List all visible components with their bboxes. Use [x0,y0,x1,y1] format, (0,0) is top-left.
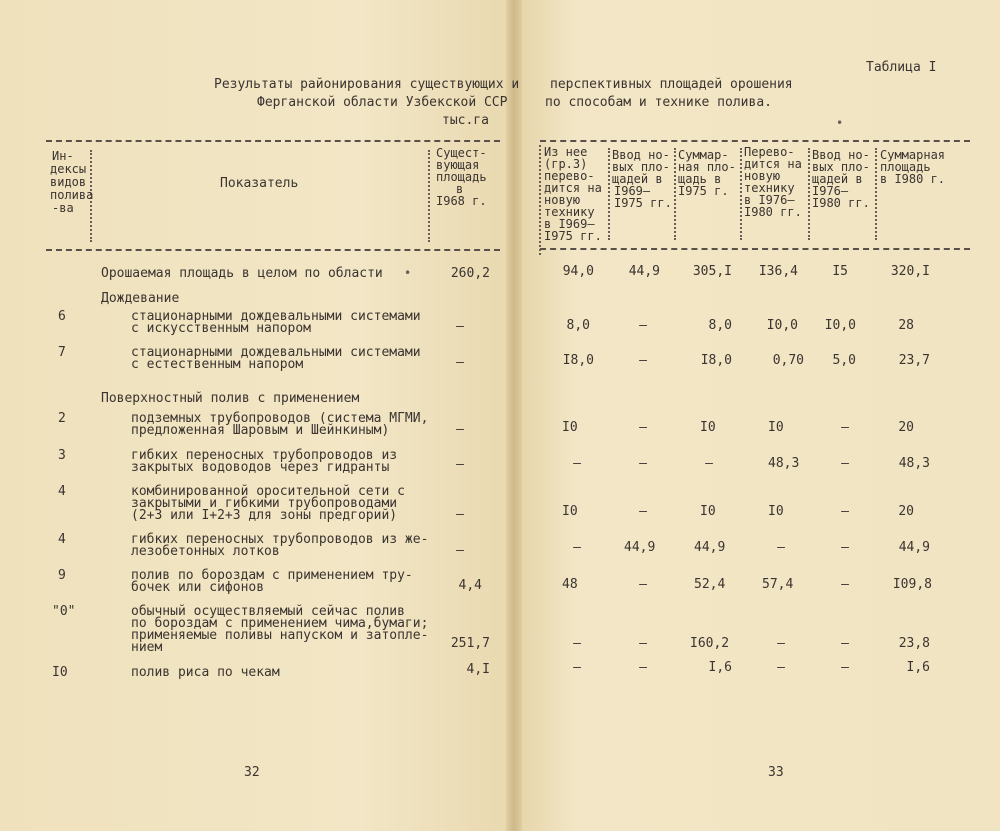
page-number-right: 33 [768,765,784,780]
left-title-line1: Результаты районирования существующих и [214,77,520,92]
header-indicator: Показатель [220,176,299,191]
header-col-divider [875,148,877,240]
right-title-line2: по способам и технике полива. [545,95,772,110]
section-surface: Поверхностный полив с применением [101,391,360,406]
page-number-left: 32 [244,765,260,780]
header-top-rule [540,140,970,142]
header-col-divider [674,148,676,240]
total-label: Орошаемая площадь в целом по области [101,266,383,281]
header-col-divider [428,150,430,242]
header-top-rule [46,140,500,142]
units-label: тыс.га [442,113,489,128]
header-col-divider [608,148,610,240]
right-title-line1: перспективных площадей орошения [550,77,793,92]
header-bottom-rule [46,249,500,251]
right-page [518,0,1000,831]
table-label: Таблица I [866,60,937,75]
ink-speck: • [836,116,844,130]
total-existing: 260,2 [450,266,490,281]
header-bottom-rule [540,248,970,250]
section-sprinkling: Дождевание [101,291,180,306]
book-gutter [506,0,522,831]
left-title-line2: Ферганской области Узбекской ССР [257,95,508,110]
header-col-divider [740,148,742,240]
header-col-divider [539,145,541,255]
ink-speck: • [404,266,412,280]
header-col-divider [808,148,810,240]
